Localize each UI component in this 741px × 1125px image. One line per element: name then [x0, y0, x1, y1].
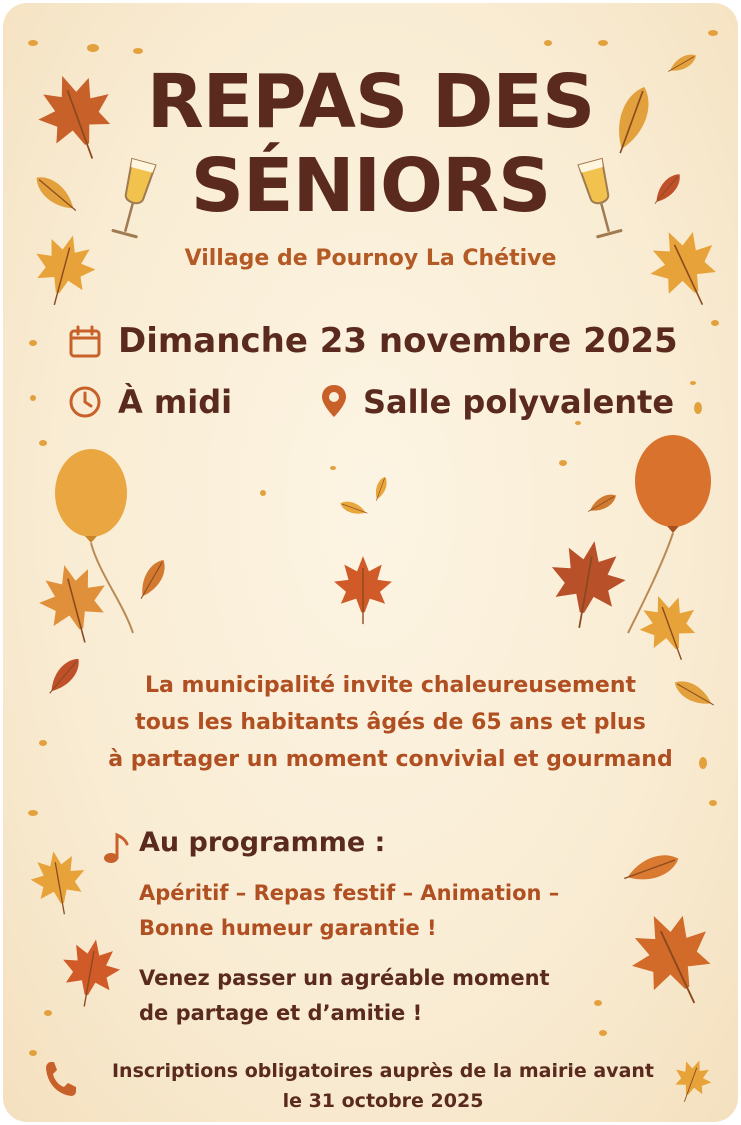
title-line-2: SÉNIORS [190, 143, 551, 229]
program-title: Au programme : [139, 827, 386, 858]
maple-leaf-icon [31, 556, 117, 651]
leaf-icon [585, 491, 618, 517]
invitation-text [43, 667, 738, 778]
program-item: Bonne humeur garantie ! [139, 916, 437, 940]
calendar-icon [68, 325, 102, 359]
signup-text [73, 1056, 693, 1116]
map-pin-icon [319, 383, 349, 419]
invitation-line: tous les habitants âgés de 65 ans et plus [135, 710, 646, 735]
leaf-icon [621, 849, 682, 888]
poster [3, 3, 738, 1122]
maple-leaf-icon [631, 586, 709, 670]
program-items [139, 876, 559, 946]
maple-leaf-icon [26, 846, 91, 918]
maple-leaf-icon [56, 935, 125, 1012]
maple-leaf-icon [334, 556, 392, 624]
music-note-icon [103, 831, 129, 865]
leaf-icon [372, 475, 389, 502]
clock-icon [68, 385, 102, 419]
subtitle: Village de Pournoy La Chétive [184, 246, 557, 271]
title-line-1: REPAS DES [146, 59, 595, 145]
signup-line: le 31 octobre 2025 [282, 1090, 484, 1112]
event-time-text: À midi [118, 383, 233, 421]
signup-line: Inscriptions obligatoires auprès de la mairie avant [111, 1060, 654, 1082]
phone-icon [43, 1059, 77, 1099]
program-invite-line: de partage et d’amitie ! [139, 1001, 423, 1025]
balloon-right [628, 435, 711, 633]
program-item: Apéritif – Repas festif – Animation – [139, 881, 560, 905]
leaf-icon [134, 556, 170, 603]
invitation-line: à partager un moment convivial et gourmand [108, 747, 673, 772]
event-location-text: Salle polyvalente [363, 383, 675, 421]
leaf-icon [339, 499, 370, 518]
maple-leaf-icon [617, 899, 732, 1020]
invitation-line: La municipalité invite chaleureusement [145, 673, 636, 698]
event-date-text: Dimanche 23 novembre 2025 [118, 321, 678, 361]
program-invite-line: Venez passer un agréable moment [139, 966, 550, 990]
program-invite [139, 961, 550, 1031]
maple-leaf-icon [542, 535, 631, 635]
